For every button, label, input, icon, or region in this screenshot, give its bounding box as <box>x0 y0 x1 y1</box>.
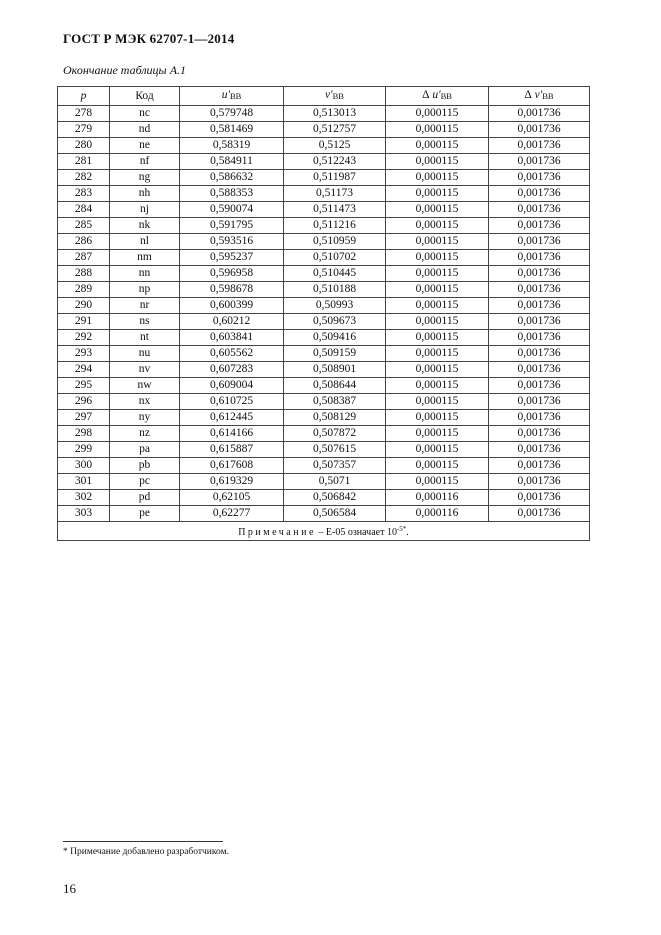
table-row <box>58 186 590 202</box>
cell-p: 291 <box>58 314 110 330</box>
cell-v: 0,511987 <box>284 170 386 186</box>
cell-code: pa <box>110 442 180 458</box>
cell-u: 0,619329 <box>180 474 284 490</box>
cell-delta-u: 0,000115 <box>386 298 489 314</box>
table-note-row <box>58 522 590 541</box>
cell-p: 300 <box>58 458 110 474</box>
cell-p: 290 <box>58 298 110 314</box>
cell-p: 278 <box>58 106 110 122</box>
cell-code: pe <box>110 506 180 522</box>
cell-code: ne <box>110 138 180 154</box>
table-row <box>58 234 590 250</box>
cell-p: 284 <box>58 202 110 218</box>
footnote: * Примечание добавлено разработчиком. <box>63 847 229 857</box>
cell-code: nx <box>110 394 180 410</box>
table-row <box>58 410 590 426</box>
cell-v: 0,507357 <box>284 458 386 474</box>
cell-code: nn <box>110 266 180 282</box>
table-row <box>58 394 590 410</box>
cell-p: 280 <box>58 138 110 154</box>
cell-delta-v: 0,001736 <box>489 266 590 282</box>
cell-u: 0,609004 <box>180 378 284 394</box>
table-row <box>58 346 590 362</box>
note-text: Е-05 означает 10 <box>325 527 397 538</box>
cell-u: 0,593516 <box>180 234 284 250</box>
cell-u: 0,610725 <box>180 394 284 410</box>
cell-p: 295 <box>58 378 110 394</box>
cell-delta-v: 0,001736 <box>489 282 590 298</box>
cell-v: 0,511216 <box>284 218 386 234</box>
cell-delta-u: 0,000115 <box>386 458 489 474</box>
cell-code: nv <box>110 362 180 378</box>
cell-v: 0,509416 <box>284 330 386 346</box>
cell-delta-v: 0,001736 <box>489 442 590 458</box>
cell-p: 281 <box>58 154 110 170</box>
table-row <box>58 442 590 458</box>
cell-u: 0,584911 <box>180 154 284 170</box>
table-row <box>58 282 590 298</box>
cell-delta-u: 0,000115 <box>386 266 489 282</box>
cell-p: 302 <box>58 490 110 506</box>
table-row <box>58 138 590 154</box>
table-row <box>58 202 590 218</box>
cell-v: 0,507872 <box>284 426 386 442</box>
table-row <box>58 122 590 138</box>
cell-v: 0,511473 <box>284 202 386 218</box>
cell-u: 0,617608 <box>180 458 284 474</box>
cell-v: 0,5125 <box>284 138 386 154</box>
col-header-u: u'BB <box>180 87 284 106</box>
cell-u: 0,588353 <box>180 186 284 202</box>
cell-delta-v: 0,001736 <box>489 250 590 266</box>
cell-delta-v: 0,001736 <box>489 122 590 138</box>
cell-delta-v: 0,001736 <box>489 378 590 394</box>
cell-code: np <box>110 282 180 298</box>
cell-delta-u: 0,000115 <box>386 394 489 410</box>
cell-p: 283 <box>58 186 110 202</box>
cell-delta-u: 0,000115 <box>386 138 489 154</box>
cell-delta-u: 0,000115 <box>386 250 489 266</box>
cell-p: 294 <box>58 362 110 378</box>
cell-delta-u: 0,000115 <box>386 234 489 250</box>
cell-v: 0,510702 <box>284 250 386 266</box>
cell-u: 0,58319 <box>180 138 284 154</box>
cell-code: nk <box>110 218 180 234</box>
cell-v: 0,510188 <box>284 282 386 298</box>
cell-u: 0,595237 <box>180 250 284 266</box>
cell-code: nt <box>110 330 180 346</box>
cell-delta-v: 0,001736 <box>489 154 590 170</box>
cell-delta-v: 0,001736 <box>489 330 590 346</box>
cell-delta-v: 0,001736 <box>489 186 590 202</box>
cell-delta-v: 0,001736 <box>489 106 590 122</box>
table-row <box>58 426 590 442</box>
cell-delta-v: 0,001736 <box>489 458 590 474</box>
table-row <box>58 458 590 474</box>
table-caption: Окончание таблицы А.1 <box>63 63 187 77</box>
cell-code: nf <box>110 154 180 170</box>
cell-u: 0,596958 <box>180 266 284 282</box>
cell-delta-u: 0,000115 <box>386 378 489 394</box>
cell-p: 286 <box>58 234 110 250</box>
cell-delta-u: 0,000115 <box>386 426 489 442</box>
table-row <box>58 378 590 394</box>
table-row <box>58 106 590 122</box>
cell-u: 0,600399 <box>180 298 284 314</box>
cell-p: 298 <box>58 426 110 442</box>
table-header-row <box>58 87 590 106</box>
cell-v: 0,509159 <box>284 346 386 362</box>
cell-delta-v: 0,001736 <box>489 426 590 442</box>
cell-p: 303 <box>58 506 110 522</box>
cell-delta-u: 0,000116 <box>386 506 489 522</box>
col-header-delta-u: Δ u'BB <box>386 87 489 106</box>
cell-delta-v: 0,001736 <box>489 490 590 506</box>
cell-delta-v: 0,001736 <box>489 138 590 154</box>
cell-delta-v: 0,001736 <box>489 202 590 218</box>
table-note: Примечание – Е-05 означает $10^{-5*}$. <box>58 522 590 541</box>
cell-v: 0,508644 <box>284 378 386 394</box>
cell-u: 0,62277 <box>180 506 284 522</box>
cell-u: 0,612445 <box>180 410 284 426</box>
cell-delta-u: 0,000115 <box>386 410 489 426</box>
cell-delta-v: 0,001736 <box>489 314 590 330</box>
cell-delta-u: 0,000115 <box>386 282 489 298</box>
table-row <box>58 218 590 234</box>
cell-v: 0,509673 <box>284 314 386 330</box>
table-row <box>58 474 590 490</box>
col-header-v: v'BB <box>284 87 386 106</box>
table-row <box>58 490 590 506</box>
data-table <box>57 86 590 541</box>
cell-p: 282 <box>58 170 110 186</box>
cell-u: 0,581469 <box>180 122 284 138</box>
col-header-p: p <box>58 87 110 106</box>
cell-code: ny <box>110 410 180 426</box>
cell-u: 0,60212 <box>180 314 284 330</box>
cell-p: 287 <box>58 250 110 266</box>
cell-code: pb <box>110 458 180 474</box>
cell-v: 0,506842 <box>284 490 386 506</box>
cell-p: 288 <box>58 266 110 282</box>
cell-code: nu <box>110 346 180 362</box>
cell-v: 0,508901 <box>284 362 386 378</box>
cell-code: nd <box>110 122 180 138</box>
table-row <box>58 170 590 186</box>
cell-delta-u: 0,000115 <box>386 474 489 490</box>
page-number: 16 <box>63 881 76 896</box>
cell-p: 301 <box>58 474 110 490</box>
cell-delta-v: 0,001736 <box>489 362 590 378</box>
cell-delta-u: 0,000115 <box>386 106 489 122</box>
table-row <box>58 250 590 266</box>
cell-delta-u: 0,000115 <box>386 170 489 186</box>
cell-code: pc <box>110 474 180 490</box>
table-body <box>58 106 590 522</box>
cell-v: 0,512243 <box>284 154 386 170</box>
cell-p: 293 <box>58 346 110 362</box>
cell-p: 279 <box>58 122 110 138</box>
cell-p: 285 <box>58 218 110 234</box>
cell-p: 296 <box>58 394 110 410</box>
table-row <box>58 154 590 170</box>
cell-delta-u: 0,000115 <box>386 122 489 138</box>
col-header-delta-v: Δ v'BB <box>489 87 590 106</box>
cell-code: nc <box>110 106 180 122</box>
table-row <box>58 362 590 378</box>
cell-p: 299 <box>58 442 110 458</box>
cell-delta-v: 0,001736 <box>489 394 590 410</box>
cell-p: 292 <box>58 330 110 346</box>
cell-v: 0,513013 <box>284 106 386 122</box>
cell-v: 0,50993 <box>284 298 386 314</box>
cell-u: 0,598678 <box>180 282 284 298</box>
table-row <box>58 298 590 314</box>
cell-v: 0,510445 <box>284 266 386 282</box>
cell-delta-v: 0,001736 <box>489 298 590 314</box>
cell-code: nr <box>110 298 180 314</box>
cell-delta-v: 0,001736 <box>489 170 590 186</box>
cell-p: 297 <box>58 410 110 426</box>
cell-u: 0,579748 <box>180 106 284 122</box>
table-row <box>58 506 590 522</box>
cell-delta-v: 0,001736 <box>489 234 590 250</box>
cell-v: 0,508387 <box>284 394 386 410</box>
cell-u: 0,603841 <box>180 330 284 346</box>
cell-v: 0,507615 <box>284 442 386 458</box>
cell-u: 0,586632 <box>180 170 284 186</box>
cell-code: ng <box>110 170 180 186</box>
note-label: Примечание <box>238 527 316 538</box>
cell-u: 0,607283 <box>180 362 284 378</box>
cell-p: 289 <box>58 282 110 298</box>
cell-delta-v: 0,001736 <box>489 218 590 234</box>
cell-delta-v: 0,001736 <box>489 410 590 426</box>
document-header: ГОСТ Р МЭК 62707-1—2014 <box>63 31 235 46</box>
table-row <box>58 314 590 330</box>
cell-delta-v: 0,001736 <box>489 346 590 362</box>
cell-u: 0,614166 <box>180 426 284 442</box>
cell-u: 0,590074 <box>180 202 284 218</box>
cell-delta-u: 0,000115 <box>386 186 489 202</box>
cell-v: 0,51173 <box>284 186 386 202</box>
cell-code: nl <box>110 234 180 250</box>
cell-delta-v: 0,001736 <box>489 506 590 522</box>
cell-delta-u: 0,000115 <box>386 362 489 378</box>
cell-v: 0,5071 <box>284 474 386 490</box>
cell-delta-u: 0,000115 <box>386 442 489 458</box>
cell-delta-u: 0,000115 <box>386 346 489 362</box>
cell-delta-u: 0,000115 <box>386 154 489 170</box>
table-row <box>58 266 590 282</box>
cell-delta-u: 0,000115 <box>386 218 489 234</box>
cell-code: nj <box>110 202 180 218</box>
cell-u: 0,605562 <box>180 346 284 362</box>
cell-code: nw <box>110 378 180 394</box>
cell-v: 0,512757 <box>284 122 386 138</box>
cell-v: 0,506584 <box>284 506 386 522</box>
table-row <box>58 330 590 346</box>
cell-delta-u: 0,000115 <box>386 330 489 346</box>
cell-code: nm <box>110 250 180 266</box>
cell-u: 0,62105 <box>180 490 284 506</box>
footnote-divider <box>63 841 223 842</box>
cell-delta-u: 0,000115 <box>386 314 489 330</box>
cell-code: nz <box>110 426 180 442</box>
cell-code: pd <box>110 490 180 506</box>
cell-code: nh <box>110 186 180 202</box>
cell-v: 0,508129 <box>284 410 386 426</box>
cell-u: 0,591795 <box>180 218 284 234</box>
cell-v: 0,510959 <box>284 234 386 250</box>
cell-delta-v: 0,001736 <box>489 474 590 490</box>
cell-u: 0,615887 <box>180 442 284 458</box>
cell-delta-u: 0,000115 <box>386 202 489 218</box>
cell-delta-u: 0,000116 <box>386 490 489 506</box>
cell-code: ns <box>110 314 180 330</box>
col-header-code: Код <box>110 87 180 106</box>
